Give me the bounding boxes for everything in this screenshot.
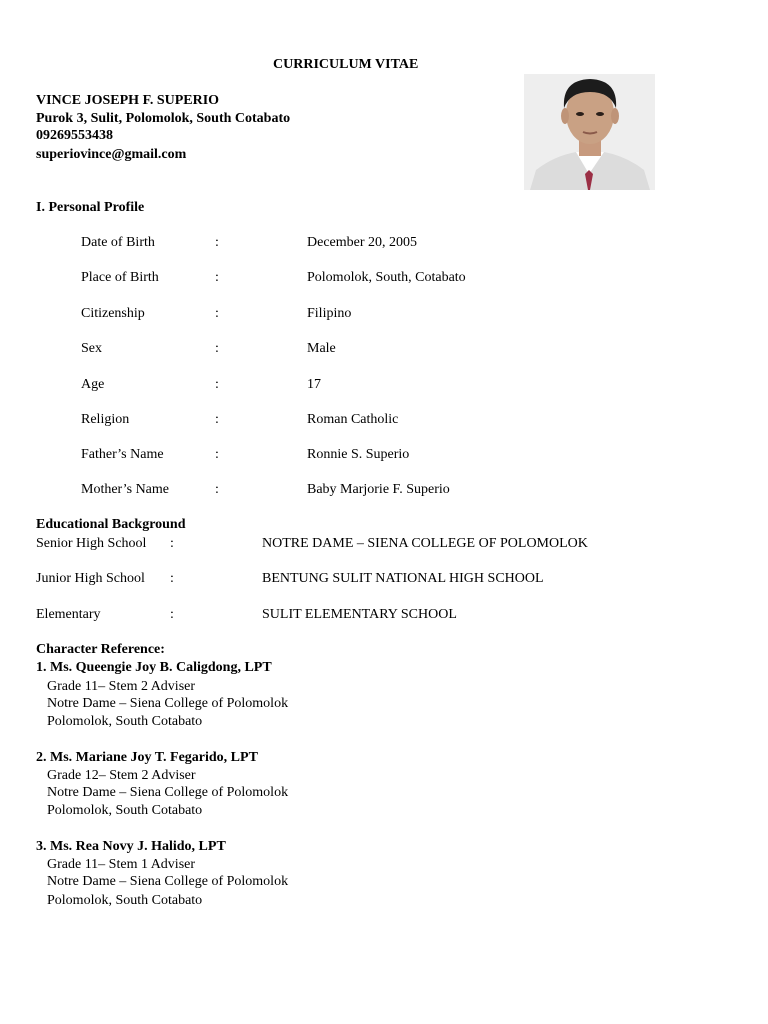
reference-role: Grade 12– Stem 2 Adviser — [47, 768, 196, 783]
profile-separator: : — [215, 377, 219, 392]
reference-name: 3. Ms. Rea Novy J. Halido, LPT — [36, 839, 226, 854]
education-separator: : — [170, 571, 174, 586]
applicant-photo — [524, 74, 655, 190]
profile-value: Male — [307, 341, 336, 356]
section-heading-references: Character Reference: — [36, 642, 165, 657]
reference-name: 1. Ms. Queengie Joy B. Caligdong, LPT — [36, 660, 272, 675]
education-label: Senior High School — [36, 536, 147, 551]
reference-role: Grade 11– Stem 1 Adviser — [47, 857, 196, 872]
profile-value: Polomolok, South, Cotabato — [307, 270, 466, 285]
profile-separator: : — [215, 341, 219, 356]
applicant-email: superiovince@gmail.com — [36, 147, 187, 162]
applicant-address: Purok 3, Sulit, Polomolok, South Cotabato — [36, 111, 291, 126]
reference-school: Notre Dame – Siena College of Polomolok — [47, 696, 289, 711]
education-separator: : — [170, 607, 174, 622]
profile-separator: : — [215, 412, 219, 427]
profile-label: Date of Birth — [81, 235, 155, 250]
profile-value: Ronnie S. Superio — [307, 447, 410, 462]
profile-separator: : — [215, 306, 219, 321]
education-value: BENTUNG SULIT NATIONAL HIGH SCHOOL — [262, 571, 544, 586]
document-title: CURRICULUM VITAE — [273, 57, 419, 72]
education-separator: : — [170, 536, 174, 551]
reference-school: Notre Dame – Siena College of Polomolok — [47, 874, 289, 889]
profile-value: December 20, 2005 — [307, 235, 418, 250]
profile-label: Sex — [81, 341, 102, 356]
reference-school: Notre Dame – Siena College of Polomolok — [47, 785, 289, 800]
reference-role: Grade 11– Stem 2 Adviser — [47, 679, 196, 694]
profile-label: Citizenship — [81, 306, 145, 321]
profile-separator: : — [215, 447, 219, 462]
reference-location: Polomolok, South Cotabato — [47, 803, 203, 818]
education-value: SULIT ELEMENTARY SCHOOL — [262, 607, 457, 622]
applicant-name: VINCE JOSEPH F. SUPERIO — [36, 93, 220, 108]
profile-value: Filipino — [307, 306, 352, 321]
profile-separator: : — [215, 235, 219, 250]
education-label: Junior High School — [36, 571, 145, 586]
applicant-phone: 09269553438 — [36, 128, 113, 143]
profile-value: 17 — [307, 377, 321, 392]
profile-label: Father’s Name — [81, 447, 164, 462]
profile-label: Place of Birth — [81, 270, 159, 285]
section-heading-education: Educational Background — [36, 517, 186, 532]
education-label: Elementary — [36, 607, 101, 622]
profile-label: Mother’s Name — [81, 482, 169, 497]
reference-location: Polomolok, South Cotabato — [47, 893, 203, 908]
section-heading-personal-profile: I. Personal Profile — [36, 200, 145, 215]
profile-label: Religion — [81, 412, 130, 427]
education-value: NOTRE DAME – SIENA COLLEGE OF POLOMOLOK — [262, 536, 588, 551]
profile-value: Roman Catholic — [307, 412, 399, 427]
profile-label: Age — [81, 377, 105, 392]
profile-separator: : — [215, 482, 219, 497]
reference-location: Polomolok, South Cotabato — [47, 714, 203, 729]
profile-value: Baby Marjorie F. Superio — [307, 482, 450, 497]
reference-name: 2. Ms. Mariane Joy T. Fegarido, LPT — [36, 750, 258, 765]
profile-separator: : — [215, 270, 219, 285]
